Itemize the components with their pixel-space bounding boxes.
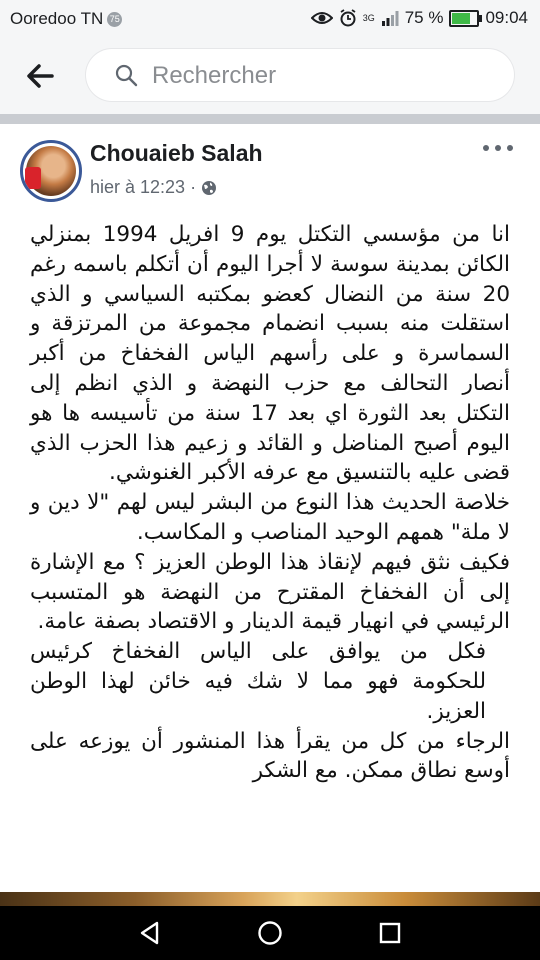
post-paragraph: خلاصة الحديث هذا النوع من البشر ليس لهم "لا دين و لا ملة" همهم الوحيد المناصب و المكاسب. (30, 490, 510, 545)
post-timestamp[interactable]: hier à 12:23 · (90, 177, 197, 197)
signal-icon (381, 10, 399, 26)
search-bar[interactable] (86, 49, 514, 101)
post-text (30, 220, 510, 786)
globe-icon (201, 180, 217, 196)
dot-icon (507, 145, 513, 151)
battery-percent: 75 % (404, 8, 444, 27)
status-icons (311, 8, 528, 28)
clock: 09:04 (485, 8, 528, 27)
app-header (0, 36, 540, 114)
section-divider (0, 114, 540, 124)
author-name[interactable]: Chouaieb Salah (90, 140, 263, 166)
search-icon (114, 63, 138, 87)
avatar[interactable] (20, 140, 82, 202)
more-options-button[interactable] (482, 136, 514, 160)
system-nav-bar (0, 906, 540, 960)
flag-badge (25, 167, 41, 189)
back-triangle-icon[interactable] (136, 919, 164, 947)
post-card (0, 124, 540, 892)
battery-icon (449, 10, 479, 27)
search-input[interactable] (150, 57, 494, 95)
recents-square-icon[interactable] (376, 919, 404, 947)
post-paragraph: انا من مؤسسي التكتل يوم 9 افريل 1994 بمنزلي الكائن بمدينة سوسة لا أجرا اليوم أن أتكلم باسمه رغم 20 سنة من النضال كعضو بمكتبه السياسي و الذي استقلت منه بسبب انضمام مجموعة من المرتزقة و السماسرة و على رأسهم الياس الفخفاخ من أكبر أنصار التحالف مع حزب النهضة و الذي انظم إلى التكتل بعد الثورة اي بعد 17 سنة من تأسيسه ها هو اليوم أصبح المناضل و القائد و زعيم هذا الحزب الذي قضى عليه بالتنسيق مع عرفه الأكبر الغنوشي. (30, 222, 510, 486)
next-post-image-strip (0, 892, 540, 906)
eye-icon (311, 10, 333, 26)
post-paragraph: فكيف نثق فيهم لإنقاذ هذا الوطن العزيز ؟ مع الإشارة إلى أن الفخفاخ المقترح من النهضة هو المتسبب الرئيسي في انهيار قيمة الدينار و الاقتصاد بصفة عامة. (30, 549, 510, 635)
home-circle-icon[interactable] (256, 919, 284, 947)
post-meta (90, 177, 217, 198)
dot-icon (495, 145, 501, 151)
post-paragraph: الرجاء من كل من يقرأ هذا المنشور أن يوزعه على أوسع نطاق ممكن. مع الشكر (30, 728, 510, 784)
battery-fill (452, 13, 470, 24)
carrier-badge: 75 (107, 12, 122, 27)
alarm-icon (339, 9, 357, 27)
network-type: 3G (362, 13, 375, 23)
carrier-name: Ooredoo TN 75 (10, 9, 122, 29)
dot-icon (483, 145, 489, 151)
back-button[interactable] (24, 60, 56, 92)
arrow-left-icon (24, 60, 56, 92)
status-bar (0, 0, 540, 36)
post-paragraph: فكل من يوافق على الياس الفخفاخ كرئيس للحكومة فهو مما لا شك فيه خائن لهذا الوطن العزيز. (30, 639, 486, 724)
